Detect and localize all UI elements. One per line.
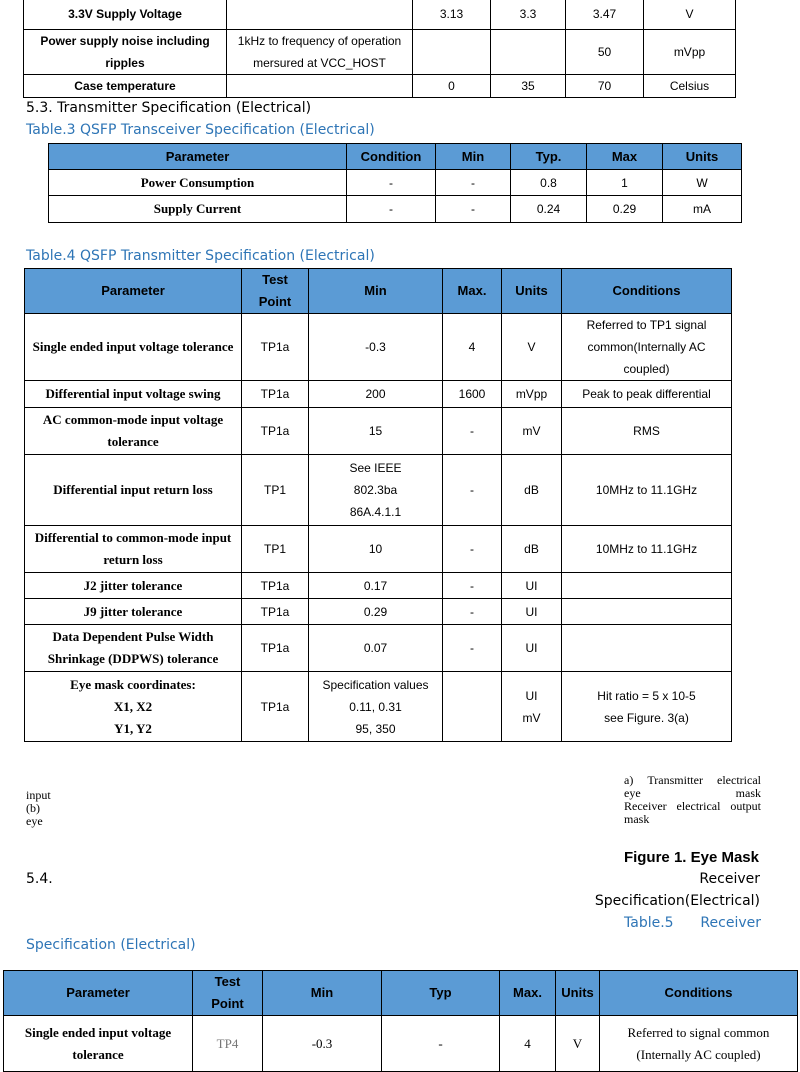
table-cell: Supply Current (49, 196, 347, 223)
table-cell: TP1a (242, 599, 309, 625)
table-cell: dB (502, 526, 562, 573)
caption-word: electrical (676, 799, 721, 813)
table-cell: W (663, 170, 742, 196)
table-cell: 3.3V Supply Voltage (24, 0, 227, 30)
cell-line: see Figure. 3(a) (604, 710, 689, 725)
cell-line: X1, X2 (113, 698, 153, 714)
table-cell (491, 30, 566, 75)
table-cell: - (347, 170, 436, 196)
table-cell (309, 455, 443, 526)
table-cell: TP1 (242, 526, 309, 573)
cell-line: Hit ratio = 5 x 10-5 (597, 688, 696, 703)
table-cell: TP1a (242, 573, 309, 599)
table-cell: TP1a (242, 314, 309, 381)
table-cell (227, 30, 413, 75)
figure-left-text (26, 789, 51, 828)
table-cell: 3.3 (491, 0, 566, 30)
table-cell: V (644, 0, 736, 30)
table-cell: Celsius (644, 75, 736, 98)
caption-word: Transmitter (647, 773, 703, 787)
cell-line: Single ended input voltage (24, 1024, 172, 1040)
table-cell: V (502, 314, 562, 381)
table-cell: - (443, 455, 502, 526)
cell-line: Referred to TP1 signal (586, 318, 707, 332)
caption-word: a) (624, 773, 634, 787)
table-cell: TP1a (242, 625, 309, 672)
table-cell (413, 30, 491, 75)
table-cell (562, 625, 732, 672)
table-cell: mV (502, 408, 562, 455)
table-cell: 0.24 (511, 196, 587, 223)
column-header: Parameter (49, 144, 347, 170)
cell-line: return loss (103, 552, 163, 567)
table-cell: 50 (566, 30, 644, 75)
table-cell: mVpp (644, 30, 736, 75)
supply-spec-table (23, 0, 736, 98)
table-cell: - (347, 196, 436, 223)
column-header: Min (309, 269, 443, 314)
table-cell (562, 573, 732, 599)
cell-line: tolerance (72, 1046, 124, 1062)
table-cell: 3.13 (413, 0, 491, 30)
caption-word: mask (735, 786, 761, 800)
caption-word: electrical (717, 773, 761, 787)
column-header: Units (502, 269, 562, 314)
table-cell: TP4 (193, 1016, 263, 1072)
table5-caption-line1 (624, 915, 761, 931)
cell-line: mV (522, 710, 541, 725)
column-header: Test Point (193, 971, 263, 1016)
caption-word: eye (624, 786, 641, 800)
table-cell: V (556, 1016, 600, 1072)
table3-caption: Table.3 QSFP Transceiver Specification (Electrical) (26, 122, 375, 138)
column-header: Condition (347, 144, 436, 170)
table-cell: - (436, 170, 511, 196)
table-cell: 0 (413, 75, 491, 98)
cell-line: 802.3ba (353, 483, 398, 497)
table-cell (502, 672, 562, 742)
section-heading-line: Receiver (699, 871, 760, 887)
column-header: Max. (443, 269, 502, 314)
column-header: Typ (382, 971, 500, 1016)
cell-line: 1kHz to frequency of operation (237, 34, 402, 48)
table-cell (443, 672, 502, 742)
column-header: Units (556, 971, 600, 1016)
table-cell: 200 (309, 381, 443, 408)
table-cell: 15 (309, 408, 443, 455)
table-cell: 70 (566, 75, 644, 98)
figure-text-line: mask (624, 812, 650, 826)
table-cell: 0.07 (309, 625, 443, 672)
figure-text-line: eye (26, 814, 43, 828)
cell-line: 95, 350 (355, 721, 396, 736)
table-cell: -0.3 (309, 314, 443, 381)
caption-word: output (730, 799, 761, 813)
receiver-spec-table (3, 970, 798, 1072)
table-cell: dB (502, 455, 562, 526)
table-cell: - (443, 408, 502, 455)
table-cell: - (443, 599, 502, 625)
caption-word: Table.5 (624, 915, 674, 931)
table5-caption-line2: Specification (Electrical) (26, 937, 196, 953)
table-cell: J9 jitter tolerance (25, 599, 242, 625)
table-cell (600, 1016, 798, 1072)
table-cell: TP1a (242, 672, 309, 742)
column-header: Max (587, 144, 663, 170)
transmitter-spec-table (24, 268, 732, 742)
caption-word: Receiver (624, 799, 667, 813)
cell-line: Data Dependent Pulse Width (52, 629, 214, 644)
section-heading-5-3: 5.3. Transmitter Specification (Electrical) (26, 100, 312, 116)
column-header: Typ. (511, 144, 587, 170)
cell-line: mersured at VCC_HOST (253, 56, 386, 70)
cell-line: See IEEE (349, 461, 402, 475)
table-cell: - (436, 196, 511, 223)
table-cell: 1 (587, 170, 663, 196)
table-cell (562, 672, 732, 742)
cell-line: Eye mask coordinates: (70, 676, 196, 692)
cell-line: Differential to common-mode input (34, 530, 232, 545)
table-cell: - (443, 573, 502, 599)
table-cell: - (382, 1016, 500, 1072)
table-cell: TP1a (242, 381, 309, 408)
table-cell (562, 314, 732, 381)
table-cell (227, 0, 413, 30)
section-number-5-4: 5.4. (26, 871, 53, 887)
column-header: Conditions (600, 971, 798, 1016)
cell-line: 0.11, 0.31 (349, 699, 402, 714)
figure-right-caption (624, 774, 761, 826)
table-cell: 3.47 (566, 0, 644, 30)
table-cell: Power supply noise including ripples (24, 30, 227, 75)
table-cell: -0.3 (263, 1016, 382, 1072)
cell-line: (Internally AC coupled) (636, 1046, 761, 1062)
figure-title: Figure 1. Eye Mask (623, 849, 759, 866)
table-cell: - (443, 625, 502, 672)
figure-text-line: input (26, 788, 51, 802)
table-cell: TP1a (242, 408, 309, 455)
column-header: Parameter (25, 269, 242, 314)
table-cell (25, 526, 242, 573)
table-cell: 10MHz to 11.1GHz (562, 455, 732, 526)
table-cell (309, 672, 443, 742)
table-cell: Case temperature (24, 75, 227, 98)
table-cell: UI (502, 599, 562, 625)
table-cell: UI (502, 573, 562, 599)
cell-line: AC common-mode input voltage (42, 412, 224, 427)
cell-line: UI (525, 688, 538, 703)
figure-text-line: (b) (26, 801, 40, 815)
table-cell (25, 672, 242, 742)
table-cell: Differential input voltage swing (25, 381, 242, 408)
cell-line: Y1, Y2 (114, 720, 152, 736)
table-cell: Peak to peak differential (562, 381, 732, 408)
cell-line: Specification values (322, 677, 429, 692)
cell-line: Shrinkage (DDPWS) tolerance (47, 651, 219, 666)
table4-caption: Table.4 QSFP Transmitter Specification (Electrical) (26, 248, 375, 264)
table-cell: - (443, 526, 502, 573)
column-header: Max. (500, 971, 556, 1016)
table-cell: Power Consumption (49, 170, 347, 196)
table-cell: 0.29 (309, 599, 443, 625)
cell-line: 86A.4.1.1 (349, 505, 402, 519)
table-cell (562, 599, 732, 625)
cell-line: Referred to signal common (627, 1024, 770, 1040)
caption-word: Receiver (700, 915, 761, 931)
column-header: Units (663, 144, 742, 170)
column-header: Min (263, 971, 382, 1016)
table-cell: 35 (491, 75, 566, 98)
table-cell: J2 jitter tolerance (25, 573, 242, 599)
table-cell: Differential input return loss (25, 455, 242, 526)
table-cell (25, 408, 242, 455)
table-cell: 10MHz to 11.1GHz (562, 526, 732, 573)
table-cell (4, 1016, 193, 1072)
table-cell: 10 (309, 526, 443, 573)
column-header: Parameter (4, 971, 193, 1016)
table-cell (227, 75, 413, 98)
table-cell: 1600 (443, 381, 502, 408)
transceiver-spec-table (48, 143, 742, 223)
column-header: Conditions (562, 269, 732, 314)
table-cell (25, 625, 242, 672)
table-cell: 4 (443, 314, 502, 381)
table-cell: RMS (562, 408, 732, 455)
cell-line: common(Internally AC coupled) (587, 340, 706, 376)
section-heading-line: Specification(Electrical) (594, 893, 760, 909)
table-cell: 4 (500, 1016, 556, 1072)
table-cell: mA (663, 196, 742, 223)
table-cell: TP1 (242, 455, 309, 526)
column-header: Min (436, 144, 511, 170)
table-cell: 0.8 (511, 170, 587, 196)
table-cell: 0.29 (587, 196, 663, 223)
column-header: Test Point (242, 269, 309, 314)
table-cell: 0.17 (309, 573, 443, 599)
cell-line: tolerance (107, 434, 159, 449)
table-cell: UI (502, 625, 562, 672)
table-cell: mVpp (502, 381, 562, 408)
table-cell: Single ended input voltage tolerance (25, 314, 242, 381)
